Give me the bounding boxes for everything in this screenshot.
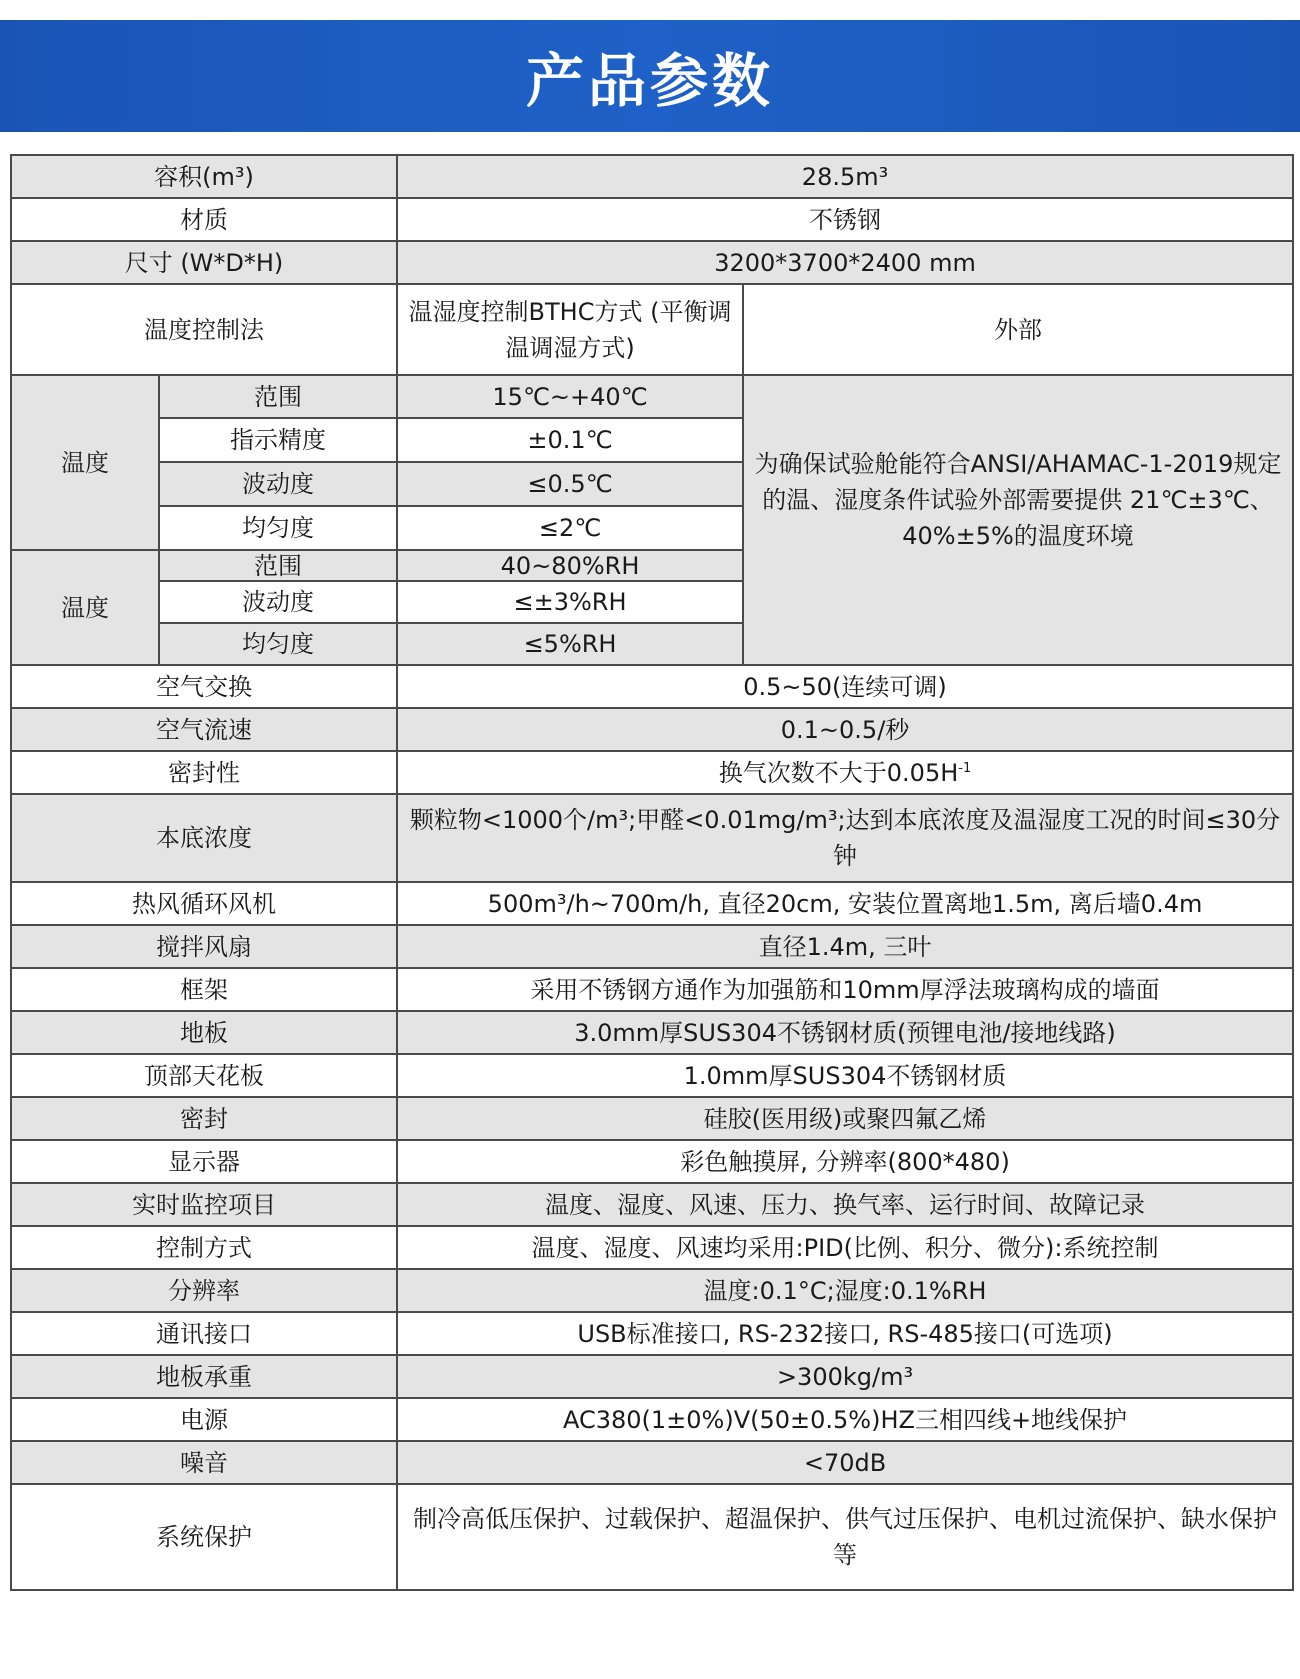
sub-label: 范围 xyxy=(159,375,397,418)
row-label: 系统保护 xyxy=(11,1484,397,1590)
row-value: 温度、湿度、风速、压力、换气率、运行时间、故障记录 xyxy=(397,1183,1293,1226)
row-value: 28.5m³ xyxy=(397,155,1293,198)
page-title: 产品参数 xyxy=(525,47,774,115)
temperature-group-label: 温度 xyxy=(11,375,159,550)
row-label: 密封性 xyxy=(11,751,397,794)
table-row xyxy=(11,1183,1293,1226)
row-label: 温度控制法 xyxy=(11,284,397,375)
row-label: 噪音 xyxy=(11,1441,397,1484)
row-value: 温度:0.1°C;湿度:0.1%RH xyxy=(397,1269,1293,1312)
humidity-group-label: 温度 xyxy=(11,550,159,665)
table-row xyxy=(11,1441,1293,1484)
row-value: 3.0mm厚SUS304不锈钢材质(预锂电池/接地线路) xyxy=(397,1011,1293,1054)
sub-label: 波动度 xyxy=(159,462,397,506)
sealing-value: 换气次数不大于0.05H xyxy=(718,758,959,787)
table-row xyxy=(11,1011,1293,1054)
table-row xyxy=(11,241,1293,284)
row-label: 实时监控项目 xyxy=(11,1183,397,1226)
row-label: 地板承重 xyxy=(11,1355,397,1398)
table-row xyxy=(11,1355,1293,1398)
row-value: 温度、湿度、风速均采用:PID(比例、积分、微分):系统控制 xyxy=(397,1226,1293,1269)
table-row xyxy=(11,198,1293,241)
row-label: 显示器 xyxy=(11,1140,397,1183)
row-label: 分辨率 xyxy=(11,1269,397,1312)
table-row xyxy=(11,1226,1293,1269)
table-row xyxy=(11,751,1293,794)
row-label: 空气流速 xyxy=(11,708,397,751)
row-label: 密封 xyxy=(11,1097,397,1140)
header-banner xyxy=(0,20,1300,132)
sub-value: 15℃~+40℃ xyxy=(397,375,743,418)
row-label: 材质 xyxy=(11,198,397,241)
table-row xyxy=(11,284,1293,375)
row-value: <70dB xyxy=(397,1441,1293,1484)
row-value: 制冷高低压保护、过载保护、超温保护、供气过压保护、电机过流保护、缺水保护等 xyxy=(397,1484,1293,1590)
row-label: 本底浓度 xyxy=(11,794,397,882)
table-row xyxy=(11,1097,1293,1140)
row-value: 颗粒物<1000个/m³;甲醛<0.01mg/m³;达到本底浓度及温湿度工况的时间≤30分钟 xyxy=(397,794,1293,882)
sub-label: 均匀度 xyxy=(159,623,397,665)
table-row xyxy=(11,1140,1293,1183)
sub-label: 均匀度 xyxy=(159,506,397,550)
row-value: 3200*3700*2400 mm xyxy=(397,241,1293,284)
row-value: AC380(1±0%)V(50±0.5%)HZ三相四线+地线保护 xyxy=(397,1398,1293,1441)
row-value: USB标准接口, RS-232接口, RS-485接口(可选项) xyxy=(397,1312,1293,1355)
row-value: 0.5~50(连续可调) xyxy=(397,665,1293,708)
table-row xyxy=(11,708,1293,751)
sub-label: 范围 xyxy=(159,550,397,581)
table-row xyxy=(11,1054,1293,1097)
table-row xyxy=(11,1484,1293,1590)
sub-label: 波动度 xyxy=(159,581,397,623)
row-value: 0.1~0.5/秒 xyxy=(397,708,1293,751)
row-label: 地板 xyxy=(11,1011,397,1054)
row-value: 彩色触摸屏, 分辨率(800*480) xyxy=(397,1140,1293,1183)
row-value: 不锈钢 xyxy=(397,198,1293,241)
table-row xyxy=(11,1269,1293,1312)
sub-value: ≤2℃ xyxy=(397,506,743,550)
sub-value: ≤0.5℃ xyxy=(397,462,743,506)
control-method: 温湿度控制BTHC方式 (平衡调温调湿方式) xyxy=(397,284,743,375)
row-label: 电源 xyxy=(11,1398,397,1441)
row-label: 搅拌风扇 xyxy=(11,925,397,968)
sub-value: ≤±3%RH xyxy=(397,581,743,623)
row-value: 500m³/h~700m/h, 直径20cm, 安装位置离地1.5m, 离后墙0.4m xyxy=(397,882,1293,925)
row-label: 框架 xyxy=(11,968,397,1011)
row-label: 热风循环风机 xyxy=(11,882,397,925)
row-value: 硅胶(医用级)或聚四氟乙烯 xyxy=(397,1097,1293,1140)
table-row xyxy=(11,1312,1293,1355)
sealing-exponent: -1 xyxy=(958,760,972,776)
table-row xyxy=(11,794,1293,882)
control-external: 外部 xyxy=(743,284,1293,375)
row-value: >300kg/m³ xyxy=(397,1355,1293,1398)
row-label: 尺寸 (W*D*H) xyxy=(11,241,397,284)
table-row xyxy=(11,968,1293,1011)
sub-value: ±0.1℃ xyxy=(397,418,743,462)
row-label: 通讯接口 xyxy=(11,1312,397,1355)
spec-table xyxy=(10,154,1294,1591)
sub-label: 指示精度 xyxy=(159,418,397,462)
table-row xyxy=(11,665,1293,708)
table-row xyxy=(11,1398,1293,1441)
table-row xyxy=(11,925,1293,968)
sub-value: ≤5%RH xyxy=(397,623,743,665)
row-label: 容积(m³) xyxy=(11,155,397,198)
table-row xyxy=(11,882,1293,925)
table-row xyxy=(11,375,1293,418)
row-label: 顶部天花板 xyxy=(11,1054,397,1097)
environment-note: 为确保试验舱能符合ANSI/AHAMAC-1-2019规定的温、湿度条件试验外部需要提供 21℃±3℃、40%±5%的温度环境 xyxy=(743,375,1293,665)
sub-value: 40~80%RH xyxy=(397,550,743,581)
row-value: 1.0mm厚SUS304不锈钢材质 xyxy=(397,1054,1293,1097)
row-value: 采用不锈钢方通作为加强筋和10mm厚浮法玻璃构成的墙面 xyxy=(397,968,1293,1011)
table-row xyxy=(11,155,1293,198)
row-label: 控制方式 xyxy=(11,1226,397,1269)
row-label: 空气交换 xyxy=(11,665,397,708)
row-value xyxy=(397,751,1293,794)
row-value: 直径1.4m, 三叶 xyxy=(397,925,1293,968)
